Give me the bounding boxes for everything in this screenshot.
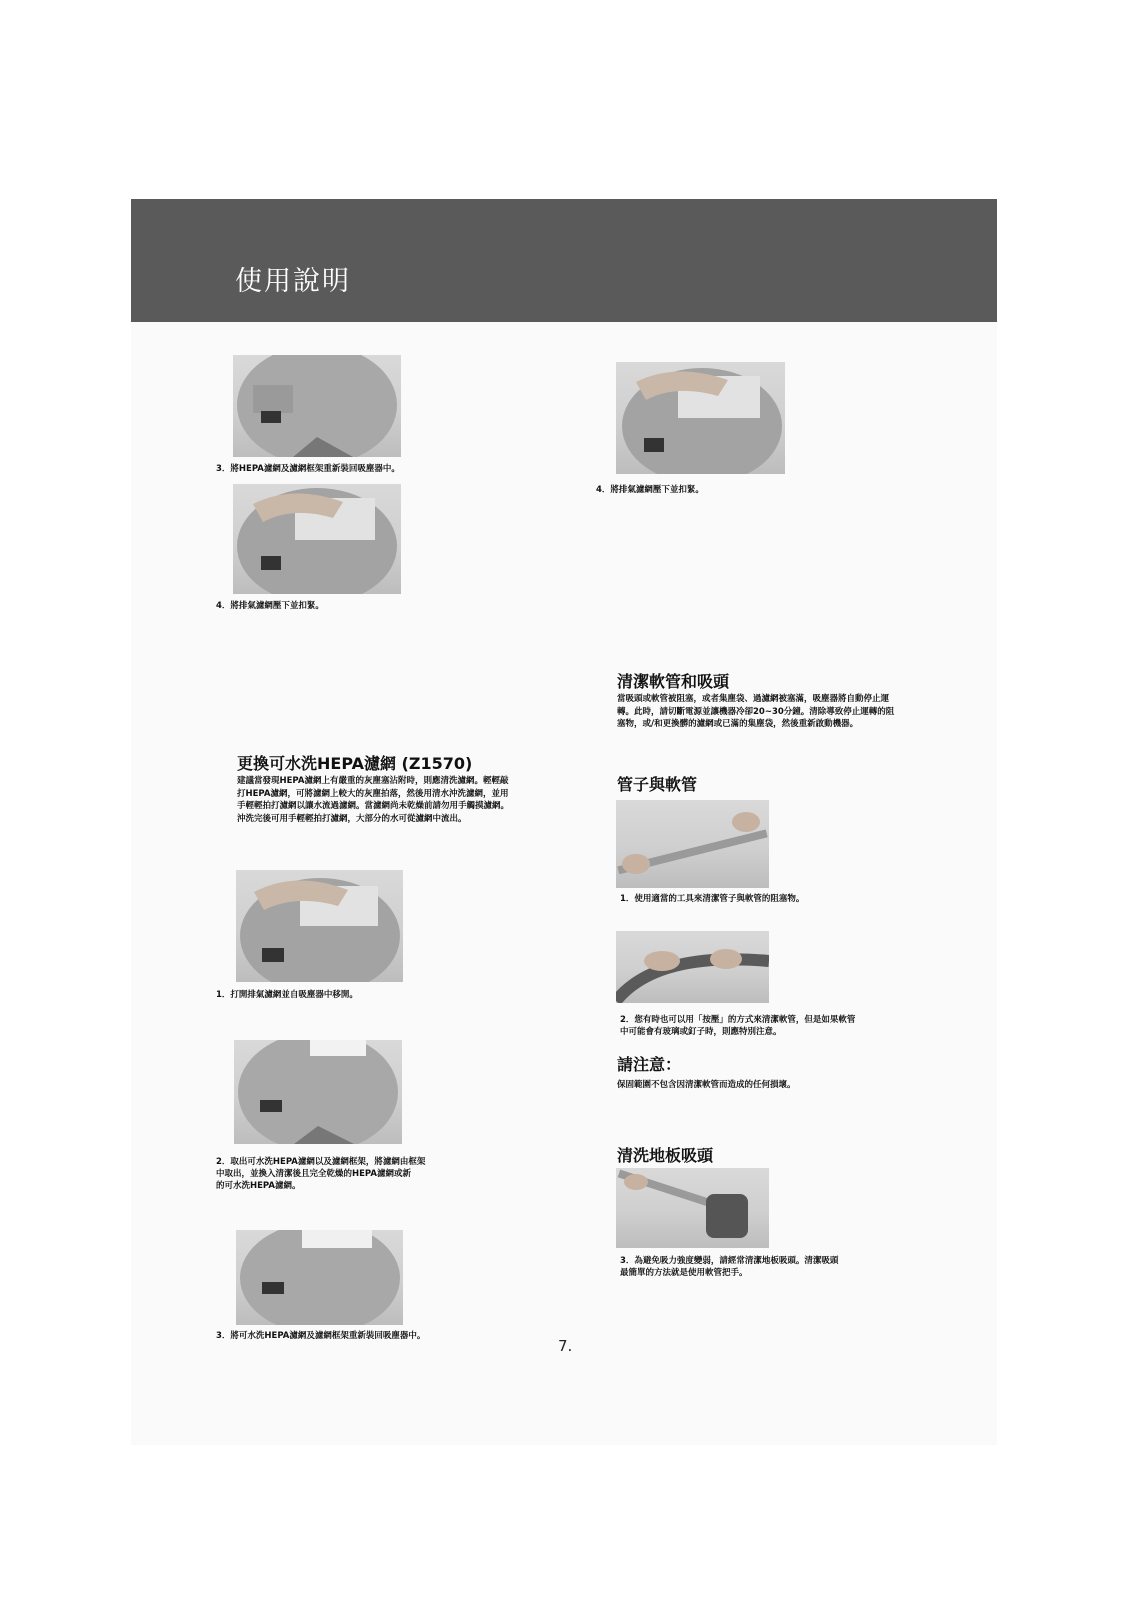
photo-squeeze-hose	[616, 931, 769, 1003]
photo-floor-nozzle	[616, 1168, 769, 1248]
photo-reinsert-washable-hepa	[236, 1230, 403, 1325]
caption-floor-step-3: 3．為避免吸力強度變弱，請經常清潔地板吸頭。清潔吸頭 最簡單的方法就是使用軟管把手。	[620, 1256, 839, 1278]
page-header	[131, 199, 997, 322]
caption-hepa-step-2: 2．取出可水洗HEPA濾網以及濾網框架，將濾網由框架 中取出，並換入清潔後且完全乾燥的HEPA濾網或新 的可水洗HEPA濾網。	[216, 1157, 426, 1191]
photo-open-exhaust	[236, 870, 403, 982]
page-number: 7.	[558, 1337, 573, 1355]
photo-exhaust-filter-press-right	[616, 362, 785, 474]
notice-body: 保固範圍不包含因清潔軟管而造成的任何損壞。	[617, 1080, 796, 1090]
section-title-hepa: 更換可水洗HEPA濾網 (Z1570)	[237, 754, 473, 773]
notice-title: 請注意：	[617, 1055, 682, 1074]
caption-pipe-step-2: 2．您有時也可以用「按壓」的方式來清潔軟管，但是如果軟管 中可能會有玻璃或釘子時，則應特別注意。	[620, 1015, 856, 1037]
photo-exhaust-filter-press	[233, 484, 401, 594]
section-body-hepa: 建議當發現HEPA濾網上有嚴重的灰塵塞沾附時，則應清洗濾網。輕輕敲打HEPA濾網，可將濾網上較大的灰塵拍落，然後用清水沖洗濾網，並用手輕輕拍打濾網以讓水流過濾網。當濾網尚未乾燥前請勿用手觸摸濾網。沖洗完後可用手輕輕拍打濾網，大部分的水可從濾網中流出。	[237, 776, 510, 824]
caption-hepa-step-3: 3．將可水洗HEPA濾網及濾網框架重新裝回吸塵器中。	[216, 1331, 426, 1341]
photo-hepa-reinsert	[233, 355, 401, 457]
photo-clean-pipe	[616, 800, 769, 888]
caption-step-4: 4．將排氣濾網壓下並扣緊。	[216, 601, 324, 611]
section-title-floor: 清洗地板吸頭	[617, 1146, 714, 1165]
section-title-pipe: 管子與軟管	[617, 775, 698, 794]
caption-step-3: 3．將HEPA濾網及濾網框架重新裝回吸塵器中。	[216, 464, 400, 474]
page-title: 使用說明	[235, 266, 351, 297]
caption-hepa-step-1: 1．打開排氣濾網並自吸塵器中移開。	[216, 990, 358, 1000]
section-title-hose: 清潔軟管和吸頭	[617, 672, 730, 691]
photo-remove-hepa	[234, 1040, 402, 1144]
section-body-hose: 當吸頭或軟管被阻塞，或者集塵袋、過濾網被塞滿，吸塵器將自動停止運轉。此時，請切斷電源並讓機器冷卻20~30分鐘。清除導致停止運轉的阻塞物，或/和更換髒的濾網或已滿的集塵袋，然後重新啟動機器。	[617, 694, 895, 729]
caption-right-step-4: 4．將排氣濾網壓下並扣緊。	[596, 485, 704, 495]
caption-pipe-step-1: 1．使用適當的工具來清潔管子與軟管的阻塞物。	[620, 894, 805, 904]
